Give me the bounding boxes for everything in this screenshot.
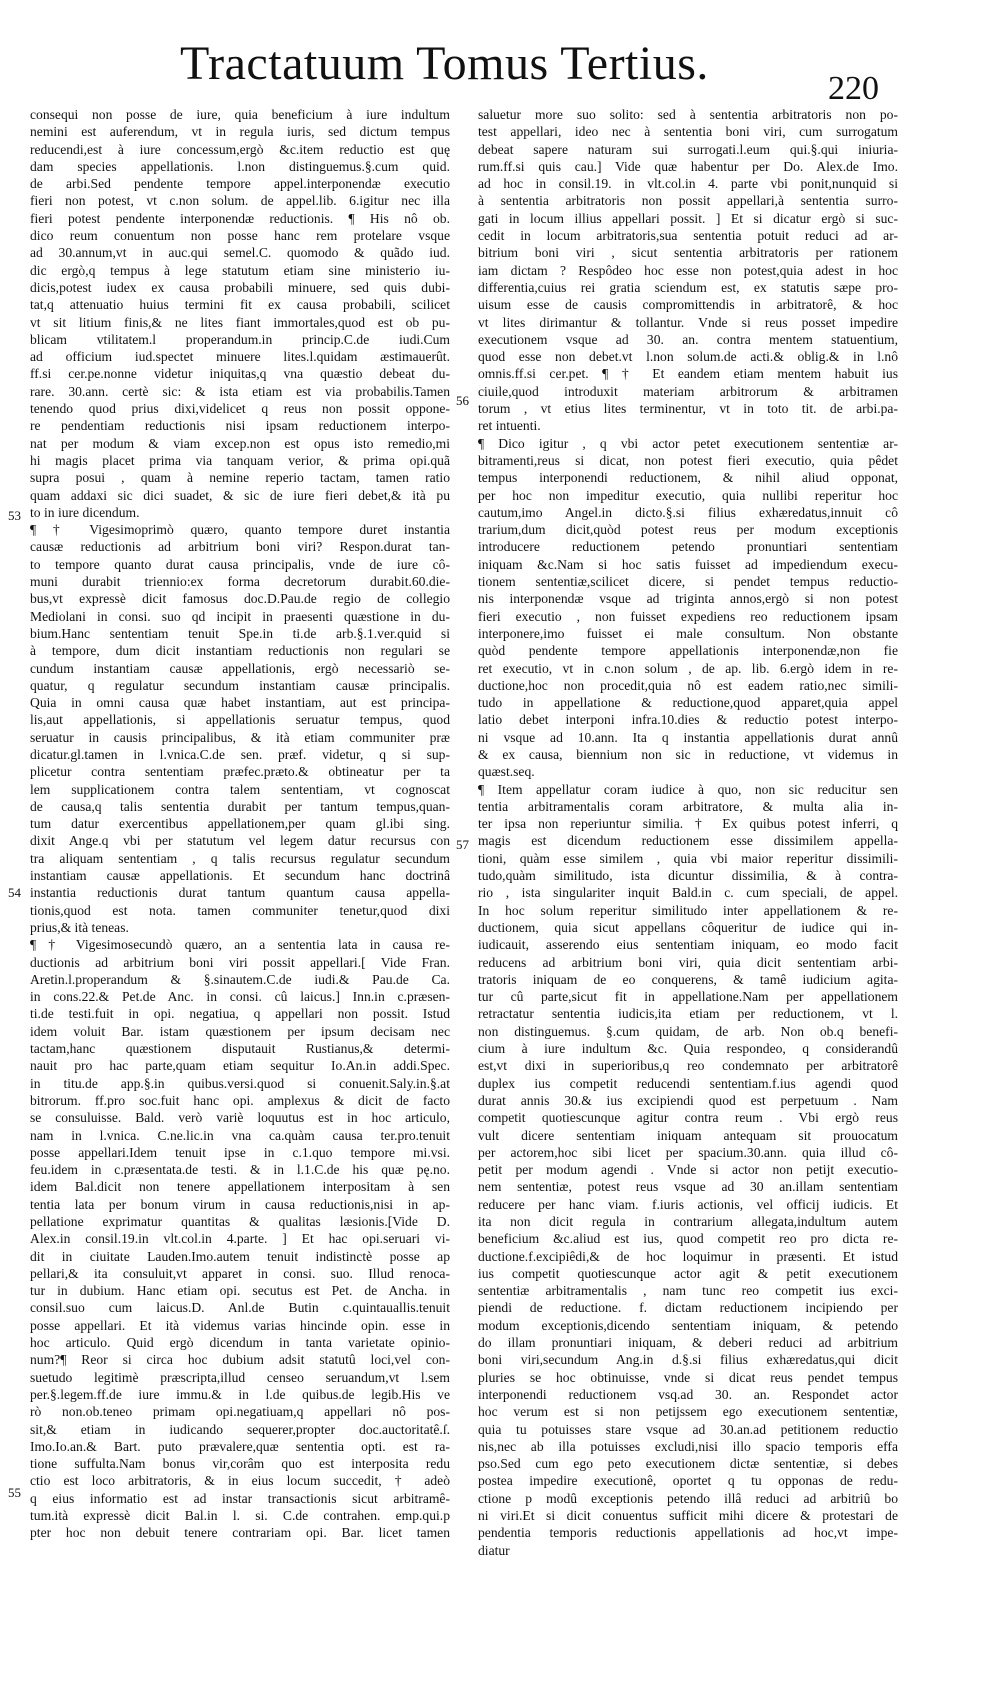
text-line: se consuluisse. Bald. verò variè loquutus est in hoc articulo, <box>30 1110 450 1126</box>
text-line: iniquam &c.Nam si hoc satis fuisset ad impediendum execu- <box>478 556 898 572</box>
text-line: ter ipsa non reperiuntur similia. † Ex quibus potest inferri, q <box>478 816 898 832</box>
text-line: differentia,cuius rei gratia sciendum est, ex statutis sæpe pro- <box>478 279 898 295</box>
text-line: torum , vt etius lites terminentur, vt in toto tit. de arbi.pa- <box>478 401 898 417</box>
text-line: per actorem,hoc sibi licet per spacium.30.ann. quia illud cô- <box>478 1144 898 1160</box>
left-column <box>30 106 450 1658</box>
text-line: ¶ † Vigesimoprimò quæro, quanto tempore duret instantia <box>30 522 450 538</box>
text-line: dico reum conuentum non posse hanc rem protelare vsque <box>30 228 450 244</box>
text-line: bium.Hanc sententiam tenuit Spe.in ti.de arb.§.1.ver.quid si <box>30 625 450 641</box>
text-line: tione suffulta.Nam bonus vir,corâm quo est interposita redu <box>30 1456 450 1472</box>
text-line: cium à iure indultum &c. Quia respondeo, q considerandû <box>478 1041 898 1057</box>
text-line: retractatur sententia iudicis,ita etiam per reductionem, vt l. <box>478 1006 898 1022</box>
text-line: pendentia temporis reductionis appellationis ad hoc,vt impe- <box>478 1525 898 1541</box>
text-line: ductionem, quia sicut appellans côqueritur de iudice qui in- <box>478 919 898 935</box>
text-line: tactam,hanc quæstionem disputauit Rustianus,& determi- <box>30 1041 450 1057</box>
text-line: lem supplicationem contra talem sententiam, vt cognoscat <box>30 781 450 797</box>
text-line: Quia in omni causa quæ habet instantiam, aut est principa- <box>30 695 450 711</box>
text-line: vult dicere sententiam iniquam antequam sit prouocatum <box>478 1127 898 1143</box>
text-line: tentia lata per bonum virum in causa reductionis,nisi in ap- <box>30 1196 450 1212</box>
text-line: tenendo quod prius dixi,videlicet q reus non possit oppone- <box>30 401 450 417</box>
text-line: ¶ † Vigesimosecundò quæro, an a sententia lata in causa re- <box>30 937 450 953</box>
text-line: saluetur more suo solito: sed à sententia arbitratoris non po- <box>478 107 898 122</box>
text-line: tudo,quàm similitudo, ista dicuntur dissimilia, & à contra- <box>478 868 898 884</box>
text-line: test appellari, ideo nec à sententia boni viri, cum surrogatum <box>478 124 898 140</box>
text-line: plicetur contra sententiam præfec.præto.& obtineatur per ta <box>30 764 450 780</box>
margin-number: 54 <box>8 885 21 900</box>
text-line: instantiam causæ appellationis. Et secundum hanc doctrinâ <box>30 868 450 884</box>
text-line: idem Bal.dicit non tenere appellationem interpositam à sen <box>30 1179 450 1195</box>
text-line: à sententia arbitratoris non possit appellari,à sententia surro- <box>478 193 898 209</box>
text-line: ductione.f.excipiêdi,& de hoc loquimur in præsenti. Et istud <box>478 1248 898 1264</box>
text-line: hi magis placet prima via tanquam verior, & prima opi.quã <box>30 452 450 468</box>
text-line: num?¶ Reor si circa hoc dubium adsit statutû loci,vel con- <box>30 1352 450 1368</box>
text-line: to in iure dicendum. <box>30 504 140 520</box>
text-line: sit,& etiam in iudicando sequerer,propter doc.auctoritatê.ſ. <box>30 1421 450 1437</box>
text-line: in cons.22.& Pet.de Anc. in consi. cû laicus.] Inn.in c.præsen- <box>30 989 450 1005</box>
text-line: petit per modum agendi . Vnde si actor non petijt executio- <box>478 1162 898 1178</box>
text-line: cundum instantiam causæ appellationis, ergò necessariò se- <box>30 660 450 676</box>
margin-number: 55 <box>8 1485 21 1500</box>
text-line: diatur <box>478 1542 510 1558</box>
text-line: rio , ista singulariter inquit Bald.in c. cum speciali, de appel. <box>478 885 898 901</box>
text-line: quia tu potuisses stare vsque ad 30.an.ad petitionem reductio <box>478 1421 898 1437</box>
text-line: pluries se hoc obtinuisse, vnde si dicat reus pendet tempus <box>478 1369 898 1385</box>
text-line: dicis,potest iudex ex causa probabili minuere, sed quis dubi- <box>30 279 450 295</box>
text-line: pellatione exprimatur quantitas & qualitas læsionis.[Vide D. <box>30 1214 450 1229</box>
running-title: Tractatuum Tomus Tertius. <box>180 37 709 90</box>
text-line: per.§.legem.ff.de iure immu.& in l.de quibus.de legib.His ve <box>30 1386 450 1402</box>
text-line: ti.de testi.fuit in opi. negatiua, q appellari non possit. Istud <box>30 1006 450 1022</box>
text-line: re pendentiam reductionis nisi ipsam reductionem interpo- <box>30 418 450 434</box>
text-line: ita non dicit regula in contrarium allegata,indultum autem <box>478 1214 898 1229</box>
text-line: sententiæ arbitramentalis , nam tunc reo competit ius exci- <box>478 1283 898 1299</box>
text-line: Mediolani in consi. suo qd incipit in praesenti quæstione in du- <box>30 608 450 624</box>
text-line: dixit Ange.q vbi per statutum vel legem datur recursus con <box>30 833 450 849</box>
text-line: seruatur in causis principalibus, & ità etiam communiter præ <box>30 729 450 745</box>
text-line: reducens ad arbitrium boni viri, quia dicit sententiam arbi- <box>478 954 898 970</box>
text-line: quod esse non debet.vt l.non solum.de acti.& oblig.& in l.nô <box>478 349 898 365</box>
text-line: ductionis ad arbitrium boni viri possit appellari.[ Vide Fran. <box>30 954 450 970</box>
text-line: nemini est auferendum, vt in regula iuris, sed dictum tempus <box>30 124 450 140</box>
text-line: hoc verum est si non petijssem ego executionem sententiæ, <box>478 1404 898 1420</box>
text-line: instantia reductionis durat tantum quantum causa appella- <box>30 885 450 901</box>
text-line: do illam pronuntiari iniquam, & deberi reduci ad arbitrium <box>478 1335 898 1351</box>
text-line: nis,nec ab illa potuisses excludi,nisi illo spacio temporis effa <box>478 1438 898 1454</box>
text-line: prius,& ità teneas. <box>30 919 129 935</box>
text-line: tioni, quàm esse similem , quia vbi maior reperitur dissimili- <box>478 850 898 866</box>
text-line: ad 30.annum,vt in auc.qui semel.C. quomodo & quãdo iud. <box>30 245 450 261</box>
text-line: in titu.de app.§.in quibus.versi.quod si conuenit.Saly.in.§.at <box>30 1075 450 1091</box>
text-line: competit quotiescunque agitur contra reum . Vbi ergò reus <box>478 1110 898 1126</box>
text-line: posse appellari.Idem tenuit ipse in c.1.quo tempore mi.vsi. <box>30 1144 450 1160</box>
text-line: posse appellari. Et ità videmus varias hincinde opin. esse in <box>30 1317 450 1333</box>
text-line: de arbi.Sed pendente tempore appel.interponendæ executio <box>30 176 450 192</box>
text-line: idem voluit Bar. istam quæstionem per ipsum decisam nec <box>30 1023 450 1039</box>
text-line: rò non.ob.teneo primam opi.negatiuam,q appellari nô pos- <box>30 1404 450 1420</box>
folio-number: 220 <box>828 70 879 107</box>
text-line: omnis.ff.si cer.pet. ¶ † Et eandem etiam mentem habuit ius <box>478 366 898 382</box>
text-line: lis,aut appellationis, si appellationis seruatur tempus, quod <box>30 712 450 728</box>
text-line: consil.suo cum laicus.D. Anl.de Butin c.quintauallis.tenuit <box>30 1300 450 1316</box>
text-line: tur in dubium. Hanc etiam opi. secutus est Pet. de Ancha. in <box>30 1283 450 1299</box>
text-line: à tempore, dum dicit instantiam reductionis non regulari se <box>30 643 450 659</box>
margin-number: 53 <box>8 508 21 523</box>
text-line: executionem vsque ad 30. an. contra mentem statuentium, <box>478 331 898 347</box>
text-line: quam addaxi sic dici suadet, & sic de iure fieri debet,& ità pu <box>30 487 450 503</box>
text-line: dit in ciuitate Lauden.Imo.autem tenuit indistinctè posse ap <box>30 1248 450 1264</box>
text-line: duplex ius competit reducendi sententiam.f.ius agendi quod <box>478 1075 898 1091</box>
text-line: ad hoc in consil.19. in vlt.col.in 4. parte vbi ponit,nunquid si <box>478 176 898 192</box>
text-line: rum.ff.si quis cau.] Vide quæ habentur per Do. Alex.de Imo. <box>478 158 898 174</box>
text-line: & ex causa, biennium non sic in reductione, vt videmus in <box>478 746 898 762</box>
margin-number: 57 <box>456 837 469 852</box>
text-line: fieri potest pendente interponendæ reductionis. ¶ His nô ob. <box>30 210 450 226</box>
text-line: reducere per hanc viam. f.iuris actionis, vel officij iudicis. Et <box>478 1196 898 1212</box>
text-line: dam species appellationis. l.non distinguemus.§.cum quid. <box>30 158 450 174</box>
text-line: magis est dicendum reductionem esse dissimilem appella- <box>478 833 898 849</box>
text-line: quòd pendente tempore appellationis interponendæ,non fie <box>478 643 898 659</box>
margin-number: 56 <box>456 393 469 408</box>
text-line: uisum esse de causis compromittendis in arbitratorê, & hoc <box>478 297 898 313</box>
text-line: Alex.in consil.19.in vlt.col.in 4.parte. ] Et hac opi.seruari vi- <box>30 1231 450 1247</box>
text-line: nis interponendæ vsque ad triginta annos,ergò si non potest <box>478 591 898 607</box>
text-line: suetudo legitimè præscripta,illud censeo seruandum,vt l.sem <box>30 1369 450 1385</box>
text-line: ¶ Dico igitur , q vbi actor petet executionem sententiæ ar- <box>478 435 898 451</box>
text-line: Imo.Io.an.& Bart. puto prævalere,quæ sententia opti. est ra- <box>30 1438 450 1454</box>
text-line: vt sit litium finis,& ne lites fiant immortales,quod est ob pu- <box>30 314 450 330</box>
text-line: iudicauit, asserendo eius sententiam iniquam, eo modo facit <box>478 937 898 953</box>
text-line: nem sententiæ, potest reus vsque ad 30 an.illam sententiam <box>478 1179 898 1195</box>
right-column <box>478 106 898 1658</box>
text-line: In hoc solum reperitur similitudo inter appellationem & re- <box>478 902 898 918</box>
text-line: ius competit quotiescunque actor agit & petit executionem <box>478 1265 898 1281</box>
text-line: ctione p modû exceptionis petendo illâ reduci ad arbitriû bo <box>478 1490 898 1506</box>
text-line: interponendi reductionem vsq.ad 30. an. Respondet actor <box>478 1386 898 1402</box>
text-line: rare. 30.ann. certè sic: & ista etiam est via probabilis.Tamen <box>30 383 450 399</box>
text-line: feu.idem in c.præsentata.de testi. & in l.1.C.de his quæ pę.no. <box>30 1162 450 1178</box>
text-line: est,vt dixi in superioribus,q reo condemnato per arbitratorê <box>478 1058 898 1074</box>
text-line: quatur, q regulatur secundum instantiam causæ principalis. <box>30 677 450 693</box>
text-line: blicam vtilitatem.l properandum.in princip.C.de iudi.Cum <box>30 331 450 347</box>
text-line: latio debet interponi infra.10.dies & reductio potest interpo- <box>478 712 898 728</box>
text-line: muni durabit triennio:ex forma decretorum durabit.60.die- <box>30 574 450 590</box>
text-line: consequi non posse de iure, quia beneficium à iure indultum <box>30 107 450 122</box>
text-line: cedit in locum arbitratoris,sua sententia potuit reduci ad ar- <box>478 228 898 244</box>
text-line: gati in locum illius appellari possit. ] Et si dicatur ergò si suc- <box>478 210 898 226</box>
text-line: tum.ità expressè dicit Bal.in l. si. C.de contrahen. emp.qui.p <box>30 1508 450 1524</box>
text-line: durat annis 30.& ius excipiendi quod est perpetuum . Nam <box>478 1092 898 1108</box>
text-line: ad officium iud.spectet minuere lites.l.quidam æstimauerût. <box>30 349 450 365</box>
running-head <box>0 28 1000 108</box>
text-line: boni viri,secundum Ang.in d.§.si filius exhæredatus,qui dicit <box>478 1352 898 1368</box>
text-line: tat,q attenuatio huius termini fit ex causa probabili, scilicet <box>30 297 450 313</box>
text-line: cautum,imo Angel.in dicto.§.si filius exhæredatus,innuit cô <box>478 504 898 520</box>
text-line: ductione,hoc non procedit,quia nô est eadem ratio,nec simili- <box>478 677 898 693</box>
text-line: to tempore quanto durat causa principalis, vnde de iure cô- <box>30 556 450 572</box>
text-line: pellari,& ita consuluit,vt apparet in consi. suo. Illud renoca- <box>30 1265 450 1281</box>
text-line: bitrorum. ff.pro soc.fuit hanc opi. amplexus & dicit de facto <box>30 1092 450 1108</box>
text-line: dic ergò,q tempus à lege statutum etiam sine ministerio iu- <box>30 262 450 278</box>
text-line: debeat sapere naturam sui surrogati.l.eum qui.§.qui iniuria- <box>478 141 898 157</box>
text-line: quæst.seq. <box>478 764 535 780</box>
text-line: tra aliquam sententiam , q talis recursus regulatur secundum <box>30 850 450 866</box>
text-line: interponere,imo fuisset ei male consultum. Non obstante <box>478 625 898 641</box>
text-line: pso.Sed cum ego peto executionem dictæ sententiæ, si debes <box>478 1456 898 1472</box>
text-line: Aretin.l.properandum & §.sinautem.C.de iudi.& Pau.de Ca. <box>30 971 450 987</box>
text-line: vt lites dirimantur & tollantur. Vnde si reus posset impedire <box>478 314 898 330</box>
text-line: ciuile,quod introduxit materiam arbitrorum & arbitramen <box>478 383 898 399</box>
text-line: postea impedire executionê, oportet q tu opponas de redu- <box>478 1473 898 1489</box>
text-line: ctio est loco arbitratoris, & in eius locum succedit, † adeò <box>30 1473 450 1489</box>
text-line: nam in l.vnica. C.ne.lic.in vna ca.quàm causa ter.pro.tenuit <box>30 1127 450 1143</box>
text-line: tum datur exercentibus appellationem,per quam gl.ibi sing. <box>30 816 450 832</box>
text-line: tentia arbitramentalis coram arbitratore, & multa alia in- <box>478 798 898 814</box>
text-line: modum exceptionis,dicendo sententiam iniquam, & petendo <box>478 1317 898 1333</box>
text-line: fieri executio , non fuisset expediens reo reductionem ipsam <box>478 608 898 624</box>
text-line: per hoc non impeditur executio, quia nullibi reperitur hoc <box>478 487 898 503</box>
text-line: tudo in appellatione & reductione,quod apparet,quia appel <box>478 695 898 711</box>
text-line: ret executio, vt in c.non solum , de ap. lib. 6.ergò idem in re- <box>478 660 898 676</box>
text-line: reducendi,est à iure concessum,ergò &c.item reductio est quę <box>30 141 450 157</box>
text-line: de causa,q talis sententia durabit per tantum tempus,quan- <box>30 798 450 814</box>
text-line: pter hoc non debuit tenere contrariam opi. Bar. licet tamen <box>30 1525 450 1541</box>
text-line: iam dictam ? Respôdeo hoc esse non potest,quia adest in hoc <box>478 262 898 278</box>
text-line: piendi de reductione. f. dictam reductionem incipiendo per <box>478 1300 898 1316</box>
text-line: tionem sententiæ,scilicet dicere, si pendet tempus reductio- <box>478 574 898 590</box>
text-line: ni viri.Et si dicit conuentus sufficit mihi dicere & protestari de <box>478 1508 898 1524</box>
text-line: bitramenti,reus si dicat, non potest fieri executio, quia pêdet <box>478 452 898 468</box>
text-line: q eius informatio est ad instar transactionis sicut arbitramê- <box>30 1490 450 1506</box>
text-line: non distinguemus. §.cum quidam, de arb. Non ob.q benefi- <box>478 1023 898 1039</box>
text-line: tempus interponendi reductionem, & nihil aliud opponat, <box>478 470 898 486</box>
text-line: tratoris iniquam de eo conquerens, & tamê iudicium agita- <box>478 971 898 987</box>
text-line: tionis,quod est nota. tamen communiter tenetur,quod dixi <box>30 902 450 918</box>
text-line: dicatur.gl.tamen in l.vnica.C.de sen. præf. videtur, q si sup- <box>30 746 450 762</box>
text-line: introducere reductionem petendo pronuntiari sententiam <box>478 539 898 555</box>
text-line: hoc articulo. Quid ergò dicendum in tanta varietate opinio- <box>30 1335 450 1351</box>
text-line: ¶ Item appellatur coram iudice à quo, non sic reducitur sen <box>478 781 898 797</box>
text-line: tur cû parte,sicut fit in appellatione.Nam per appellationem <box>478 989 898 1005</box>
text-line: ff.si cer.pe.nonne videtur iniquitas,q vna quæstio debeat du- <box>30 366 450 382</box>
text-line: ret intuenti. <box>478 418 541 434</box>
text-line: nat per modum & viam excep.non est opus isto remedio,mi <box>30 435 450 451</box>
text-line: ni vsque ad 10.ann. Ita q instantia appellationis durat annû <box>478 729 898 745</box>
text-line: beneficium &c.aliud est ius, quod competit reo pro dicta re- <box>478 1231 898 1247</box>
text-line: nauit pro hac parte,quam etiam sequitur Io.An.in addi.Spec. <box>30 1058 450 1074</box>
text-line: fieri non potest, vt c.non solum. de appel.lib. 6.igitur nec illa <box>30 193 450 209</box>
text-line: trarium,dum dicit,quòd potest reus per modum exceptionis <box>478 522 898 538</box>
text-line: supra posui , quam à nemine reperio tactam, tamen ratio <box>30 470 450 486</box>
text-line: bitrium boni viri , sicut sententia arbitratoris per rationem <box>478 245 898 261</box>
text-line: bus,vt expressè dicit famosus doc.D.Pau.de regio de collegio <box>30 591 450 607</box>
text-line: causæ reductionis ad arbitrium boni viri? Respon.durat tan- <box>30 539 450 555</box>
